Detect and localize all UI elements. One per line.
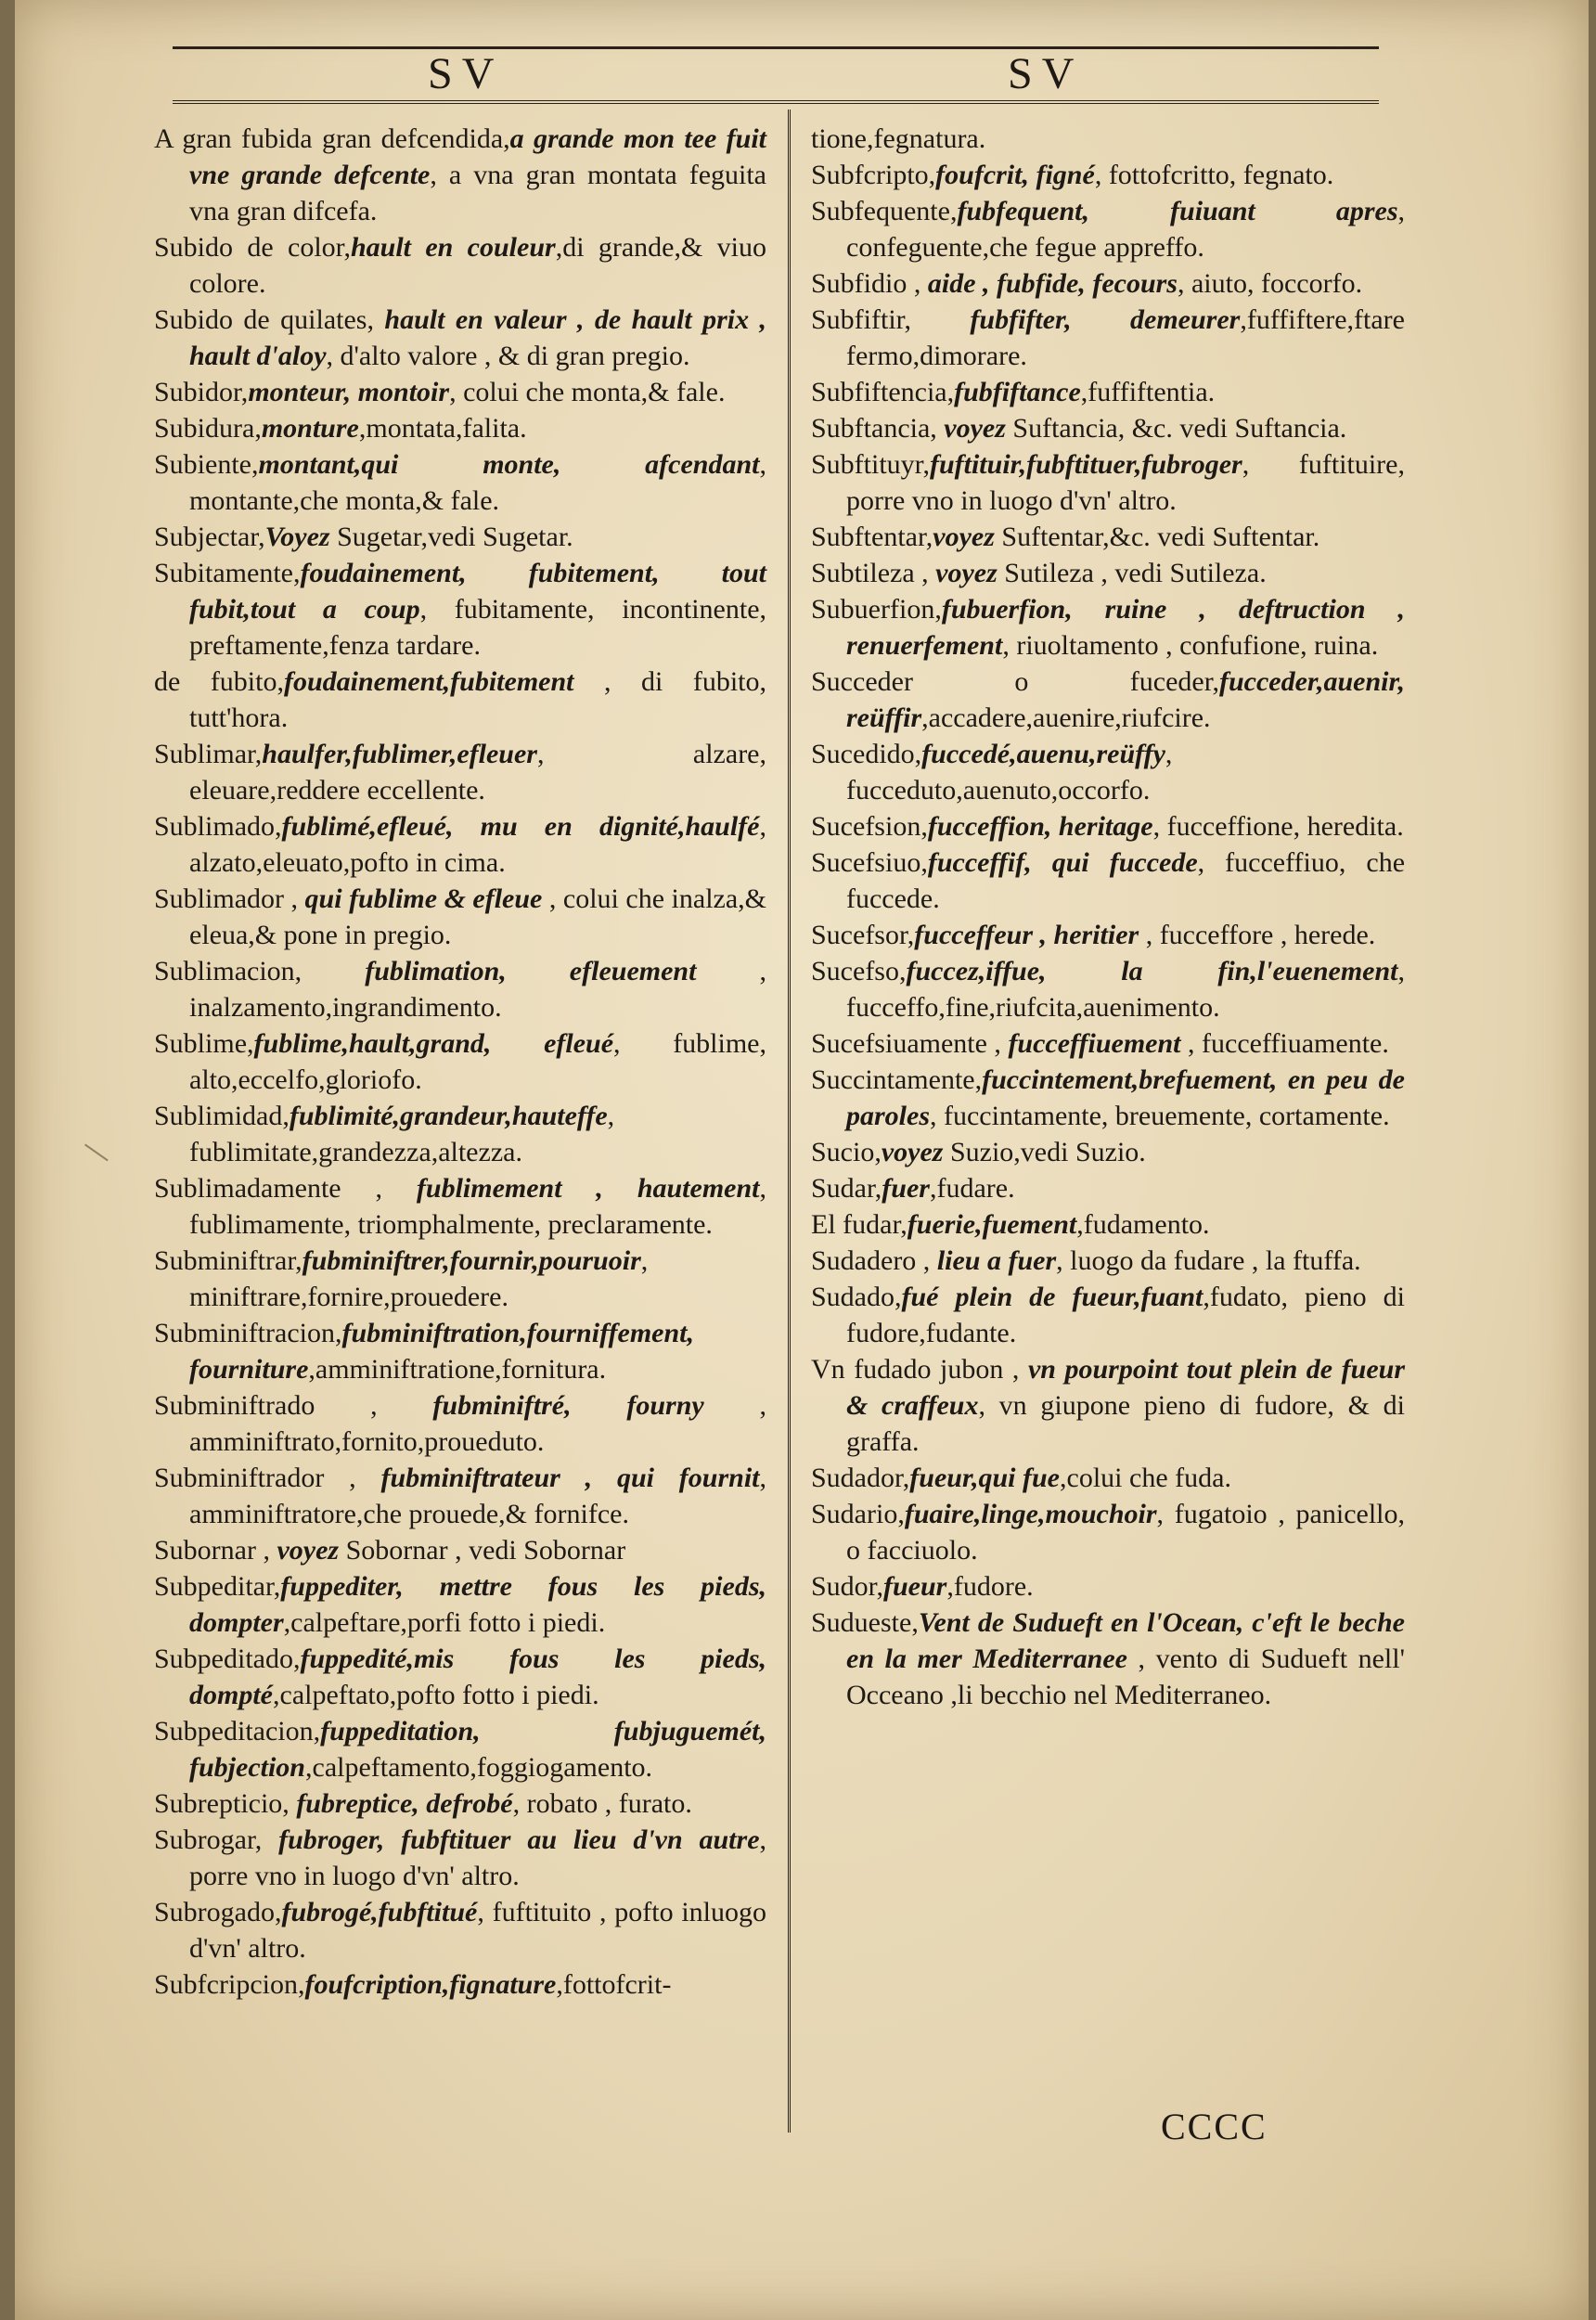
dictionary-entry: [811, 1170, 1405, 1206]
entry-italian: , fucceffiuo, che fuccede.: [846, 847, 1406, 914]
dictionary-entry: [811, 519, 1405, 555]
entry-french: aide , fubfide, fecours: [927, 268, 1178, 299]
dictionary-entry: [154, 808, 766, 881]
entry-french: fuppeditation, fubjuguemét, fubjection: [189, 1716, 766, 1783]
dictionary-entry: [811, 808, 1405, 844]
entry-french: fuccedé,auenu,reüffy: [921, 739, 1165, 769]
entry-italian: , fucceffione, heredita.: [1152, 811, 1404, 842]
dictionary-entry: [811, 1243, 1405, 1279]
entry-headword: Subornar ,: [154, 1535, 277, 1566]
entry-headword: Subrogar,: [154, 1824, 279, 1855]
entry-headword: Subidor,: [154, 377, 249, 407]
dictionary-entry: [811, 844, 1405, 917]
entry-italian: , fublimitate,grandezza,altezza.: [189, 1101, 615, 1167]
entry-italian: , fuftituito , pofto inluogo d'vn' altro.: [189, 1897, 766, 1964]
dictionary-entry: [154, 1532, 766, 1568]
entry-headword: Subfequente,: [811, 196, 958, 226]
dictionary-entry: [811, 1279, 1405, 1351]
entry-french: hault en valeur , de hault prix , hault d'aloy: [189, 304, 766, 371]
entry-headword: Sucefsor,: [811, 920, 915, 950]
dictionary-entry: [811, 302, 1405, 374]
entry-french: fubrogé,fubftitué: [281, 1897, 478, 1927]
entry-french: fuppediter, mettre fous les pieds, dompter: [189, 1571, 766, 1638]
entry-headword: Sublimadamente ,: [154, 1173, 417, 1204]
entry-french: hault en couleur: [350, 232, 556, 263]
entry-french: foufcrit, figné: [935, 160, 1095, 190]
entry-italian: , colui che monta,& fale.: [449, 377, 726, 407]
entry-headword: Sudario,: [811, 1499, 905, 1529]
entry-italian: , vn giupone pieno di fudore, & di graffa.: [846, 1390, 1405, 1457]
entry-french: foudainement, fubitement, tout fubit,tout a coup: [189, 558, 766, 625]
dictionary-entry: [811, 410, 1405, 446]
entry-headword: Sublimador ,: [154, 883, 305, 914]
entry-italian: ,colui che fuda.: [1060, 1463, 1231, 1493]
column-divider: [788, 110, 791, 2133]
entry-italian: , di fubito, tutt'hora.: [189, 666, 766, 733]
dictionary-entry: [811, 374, 1405, 410]
entry-french: fubfequent, fuiuant apres: [957, 196, 1398, 226]
entry-french: fublime,hault,grand, efleué: [253, 1028, 614, 1059]
entry-headword: de fubito,: [154, 666, 284, 697]
entry-italian: , fublime, alto,eccelfo,gloriofo.: [189, 1028, 766, 1095]
entry-french: fublimé,efleué, mu en dignité,haulfé: [281, 811, 760, 842]
entry-headword: Subminiftracion,: [154, 1318, 342, 1348]
entry-italian: ,calpeftare,porfi fotto i piedi.: [283, 1607, 606, 1638]
entry-french: fuccintement,brefuement, en peu de paroles: [846, 1064, 1405, 1131]
dictionary-entry: [154, 374, 766, 410]
entry-italian: ,fudare.: [929, 1173, 1015, 1204]
entry-italian: , d'alto valore , & di gran pregio.: [326, 341, 690, 371]
dictionary-entry: [811, 1134, 1405, 1170]
dictionary-entry: [154, 1243, 766, 1315]
entry-french: qui fublime & efleue: [304, 883, 543, 914]
entry-headword: Sudadero ,: [811, 1245, 937, 1276]
dictionary-entry: [811, 1496, 1405, 1568]
entry-italian: ,calpeftamento,foggiogamento.: [305, 1752, 653, 1783]
running-head-left: SV: [428, 49, 504, 98]
entry-italian: ,fuffiftentia.: [1080, 377, 1216, 407]
entry-headword: Subfiftencia,: [811, 377, 955, 407]
dictionary-entry: [154, 519, 766, 555]
dictionary-entry: [811, 157, 1405, 193]
entry-headword: Sudor,: [811, 1571, 883, 1602]
entry-italian: , amminiftrato,fornito,proueduto.: [189, 1390, 767, 1457]
entry-french: fucceffeur , heritier: [914, 920, 1139, 950]
dictionary-entry: [811, 736, 1405, 808]
entry-french: fué plein de fueur,fuant: [901, 1282, 1203, 1312]
dictionary-entry: [154, 1966, 766, 2003]
entry-italian: , fottofcritto, fegnato.: [1094, 160, 1334, 190]
entry-headword: Sucefsion,: [811, 811, 928, 842]
entry-italian: ,montata,falita.: [358, 413, 527, 444]
entry-french: fuccez,iffue, la fin,l'euenement: [906, 956, 1398, 986]
dictionary-entry: [154, 953, 766, 1025]
entry-french: lieu a fuer: [936, 1245, 1057, 1276]
entry-headword: Sublimidad,: [154, 1101, 290, 1131]
catchword: CCCC: [1161, 2106, 1268, 2147]
entry-french: fucceffiuement: [1008, 1028, 1181, 1059]
entry-french: monteur, montoir: [248, 377, 450, 407]
entry-french: fubuerfion, ruine , deftruction , renuerfement: [846, 594, 1405, 661]
entry-headword: Subfcripcion,: [154, 1969, 305, 2000]
entry-french: fueur: [882, 1571, 947, 1602]
entry-french: fubminiftrateur , qui fournit: [380, 1463, 760, 1493]
entry-italian: , luogo da fudare , la ftuffa.: [1056, 1245, 1361, 1276]
entry-french: voyez: [933, 522, 995, 552]
entry-italian: ,di grande,& viuo colore.: [189, 232, 766, 299]
dictionary-entry: [154, 1641, 766, 1713]
dictionary-entry: [154, 1785, 766, 1822]
dictionary-entry: [811, 1605, 1405, 1713]
entry-french: haulfer,fublimer,efleuer: [262, 739, 537, 769]
entry-french: Voyez: [264, 522, 330, 552]
entry-headword: Subitamente,: [154, 558, 301, 588]
entry-headword: Sublimacion,: [154, 956, 366, 986]
entry-italian: ,fudato, pieno di fudore,fudante.: [846, 1282, 1405, 1348]
entry-italian: ,fudamento.: [1076, 1209, 1210, 1240]
entry-headword: Sucefsiuamente ,: [811, 1028, 1009, 1059]
entry-headword: Subtileza ,: [811, 558, 936, 588]
dictionary-entry: [154, 555, 766, 664]
entry-headword: Sucefso,: [811, 956, 907, 986]
entry-french: fubreptice, defrobé: [296, 1788, 513, 1819]
entry-french: fubminiftrer,fournir,pouruoir: [302, 1245, 641, 1276]
dictionary-entry: [154, 1713, 766, 1785]
entry-italian: , robato , furato.: [512, 1788, 692, 1819]
entry-italian: , fublimamente, triomphalmente, preclaramente.: [189, 1173, 767, 1240]
dictionary-entry: [811, 1206, 1405, 1243]
entry-french: fubroger, fubftituer au lieu d'vn autre: [278, 1824, 760, 1855]
entry-italian: , vento di Sudueft nell' Occeano ,li becchio nel Mediterraneo.: [846, 1643, 1405, 1710]
dictionary-entry: [811, 121, 1405, 157]
entry-french: fubfifter, demeurer: [970, 304, 1241, 335]
entry-french: foudainement,fubitement: [283, 666, 574, 697]
dictionary-entry: [154, 446, 766, 519]
dictionary-entry: [811, 1351, 1405, 1460]
dictionary-entry: [154, 229, 766, 302]
entry-italian: , colui che inalza,& eleua,& pone in pregio.: [189, 883, 766, 950]
entry-headword: Subpeditacion,: [154, 1716, 321, 1746]
entry-headword: Subiente,: [154, 449, 259, 480]
entry-headword: Sucio,: [811, 1137, 882, 1167]
entry-italian: , a vna gran montata feguita vna gran difcefa.: [189, 160, 766, 226]
entry-french: fublimement , hautement: [416, 1173, 760, 1204]
entry-french: voyez: [277, 1535, 340, 1566]
dictionary-page: [15, 0, 1589, 2320]
dictionary-entry: [154, 736, 766, 808]
header-rule: [173, 100, 1379, 104]
entry-headword: Subftituyr,: [811, 449, 930, 480]
entry-italian: , fucceffo,fine,riufcita,auenimento.: [846, 956, 1405, 1023]
running-head-right: SV: [1008, 49, 1084, 98]
entry-french: a grande mon tee fuit vne grande defcente: [189, 123, 766, 190]
entry-french: fucceffion, heritage: [927, 811, 1153, 842]
entry-headword: A gran fubida gran defcendida,: [154, 123, 510, 154]
entry-italian: ,calpeftato,pofto fotto i piedi.: [273, 1680, 599, 1710]
entry-headword: El fudar,: [811, 1209, 907, 1240]
entry-headword: Subftancia,: [811, 413, 945, 444]
dictionary-entry: [811, 1025, 1405, 1062]
entry-headword: Subftentar,: [811, 522, 933, 552]
right-column: [811, 121, 1405, 1713]
entry-italian: Sugetar,vedi Sugetar.: [329, 522, 573, 552]
entry-headword: Subminiftrar,: [154, 1245, 302, 1276]
entry-headword: Subfcripto,: [811, 160, 936, 190]
entry-headword: Sudador,: [811, 1463, 910, 1493]
entry-french: fueur,qui fue: [909, 1463, 1061, 1493]
entry-french: monture: [261, 413, 359, 444]
entry-headword: Subjectar,: [154, 522, 265, 552]
entry-italian: ,fuffiftere,ftare fermo,dimorare.: [846, 304, 1405, 371]
entry-italian: , confeguente,che fegue appreffo.: [846, 196, 1405, 263]
entry-italian: ,fudore.: [946, 1571, 1034, 1602]
entry-french: fucceffif, qui fuccede: [927, 847, 1198, 878]
dictionary-entry: [811, 555, 1405, 591]
entry-headword: Subidura,: [154, 413, 262, 444]
entry-french: fucceder,auenir, reüffir: [846, 666, 1405, 733]
entry-italian: , fubitamente, incontinente, preftamente,fenza tardare.: [189, 594, 767, 661]
entry-headword: Subido de quilates,: [154, 304, 385, 335]
entry-french: fubminiftré, fourny: [432, 1390, 704, 1421]
entry-headword: Sublimar,: [154, 739, 263, 769]
entry-headword: Sudueste,: [811, 1607, 919, 1638]
entry-headword: Succintamente,: [811, 1064, 983, 1095]
entry-headword: Subido de color,: [154, 232, 351, 263]
entry-italian: , fuftituire, porre vno in luogo d'vn' altro.: [846, 449, 1405, 516]
entry-headword: Subrepticio,: [154, 1788, 297, 1819]
entry-headword: Sudar,: [811, 1173, 882, 1204]
dictionary-entry: [154, 1822, 766, 1894]
entry-italian: , porre vno in luogo d'vn' altro.: [189, 1824, 767, 1891]
entry-italian: , montante,che monta,& fale.: [189, 449, 766, 516]
entry-headword: Sublime,: [154, 1028, 254, 1059]
entry-french: fublimité,grandeur,hauteffe: [289, 1101, 608, 1131]
entry-headword: Subfidio ,: [811, 268, 928, 299]
entry-french: fuerie,fuement: [907, 1209, 1077, 1240]
entry-headword: Subuerfion,: [811, 594, 942, 625]
dictionary-entry: [154, 1387, 766, 1460]
entry-french: fuftituir,fubftituer,fubroger: [929, 449, 1242, 480]
dictionary-entry: [154, 1568, 766, 1641]
entry-headword: Subpeditar,: [154, 1571, 281, 1602]
entry-headword: Succeder o fuceder,: [811, 666, 1219, 697]
entry-headword: Sublimado,: [154, 811, 282, 842]
entry-headword: Subminiftrador ,: [154, 1463, 381, 1493]
entry-headword: Sudado,: [811, 1282, 902, 1312]
dictionary-entry: [811, 1062, 1405, 1134]
entry-italian: Sobornar , vedi Sobornar: [339, 1535, 626, 1566]
entry-italian: , riuoltamento , confufione, ruina.: [1002, 630, 1379, 661]
entry-french: fubminiftration,fourniffement, fourniture: [189, 1318, 694, 1385]
dictionary-entry: [154, 121, 766, 229]
dictionary-entry: [811, 953, 1405, 1025]
entry-french: montant,qui monte, afcendant: [258, 449, 760, 480]
entry-italian: , aiuto, foccorfo.: [1177, 268, 1363, 299]
dictionary-entry: [154, 664, 766, 736]
dictionary-entry: [154, 1315, 766, 1387]
entry-italian: , fucceffiuamente.: [1180, 1028, 1389, 1059]
entry-italian: tione,fegnatura.: [811, 123, 986, 154]
entry-italian: ,fottofcrit-: [556, 1969, 672, 2000]
entry-french: voyez: [881, 1137, 944, 1167]
margin-mark: [79, 1143, 108, 1168]
entry-french: fuppedité,mis fous les pieds, dompté: [189, 1643, 766, 1710]
entry-italian: , fucceffore , herede.: [1139, 920, 1376, 950]
dictionary-entry: [811, 265, 1405, 302]
entry-italian: Suftentar,&c. vedi Suftentar.: [994, 522, 1320, 552]
entry-italian: , fucceduto,auenuto,occorfo.: [846, 739, 1173, 806]
entry-italian: , alzato,eleuato,pofto in cima.: [189, 811, 766, 878]
entry-italian: Sutileza , vedi Sutileza.: [997, 558, 1267, 588]
dictionary-entry: [154, 410, 766, 446]
entry-headword: Vn fudado jubon ,: [811, 1354, 1028, 1385]
left-column: [154, 121, 766, 2003]
entry-italian: ,accadere,auenire,riufcire.: [921, 702, 1211, 733]
entry-french: fuaire,linge,mouchoir: [904, 1499, 1157, 1529]
dictionary-entry: [811, 664, 1405, 736]
entry-italian: Suftancia, &c. vedi Suftancia.: [1005, 413, 1347, 444]
entry-french: fuer: [882, 1173, 930, 1204]
entry-french: fublimation, efleuement: [365, 956, 697, 986]
dictionary-entry: [154, 881, 766, 953]
dictionary-entry: [154, 1894, 766, 1966]
dictionary-entry: [811, 1460, 1405, 1496]
entry-headword: Subfiftir,: [811, 304, 971, 335]
entry-french: vn pourpoint tout plein de fueur & craffeux: [846, 1354, 1405, 1421]
entry-headword: Sucefsiuo,: [811, 847, 928, 878]
entry-headword: Subrogado,: [154, 1897, 282, 1927]
dictionary-entry: [154, 302, 766, 374]
entry-italian: Suzio,vedi Suzio.: [943, 1137, 1146, 1167]
entry-french: fubfiftance: [954, 377, 1081, 407]
dictionary-entry: [811, 446, 1405, 519]
entry-headword: Sucedido,: [811, 739, 922, 769]
entry-italian: , amminiftratore,che prouede,& fornifce.: [189, 1463, 766, 1529]
entry-french: foufcription,fignature: [304, 1969, 557, 2000]
dictionary-entry: [154, 1460, 766, 1532]
entry-italian: , inalzamento,ingrandimento.: [189, 956, 766, 1023]
dictionary-entry: [154, 1025, 766, 1098]
dictionary-entry: [811, 193, 1405, 265]
entry-italian: , alzare, eleuare,reddere eccellente.: [189, 739, 766, 806]
entry-headword: Subpeditado,: [154, 1643, 301, 1674]
entry-french: Vent de Sudueft en l'Ocean, c'eft le beche en la mer Mediterranee: [846, 1607, 1405, 1674]
entry-headword: Subminiftrado ,: [154, 1390, 433, 1421]
dictionary-entry: [811, 917, 1405, 953]
entry-french: voyez: [935, 558, 998, 588]
dictionary-entry: [154, 1098, 766, 1170]
dictionary-entry: [811, 591, 1405, 664]
entry-italian: , miniftrare,fornire,prouedere.: [189, 1245, 649, 1312]
entry-italian: ,amminiftratione,fornitura.: [308, 1354, 607, 1385]
entry-italian: , fugatoio , panicello, o facciuolo.: [846, 1499, 1405, 1566]
dictionary-entry: [811, 1568, 1405, 1605]
entry-italian: , fuccintamente, breuemente, cortamente.: [930, 1101, 1390, 1131]
top-rule: [173, 46, 1379, 49]
dictionary-entry: [154, 1170, 766, 1243]
entry-french: voyez: [944, 413, 1006, 444]
